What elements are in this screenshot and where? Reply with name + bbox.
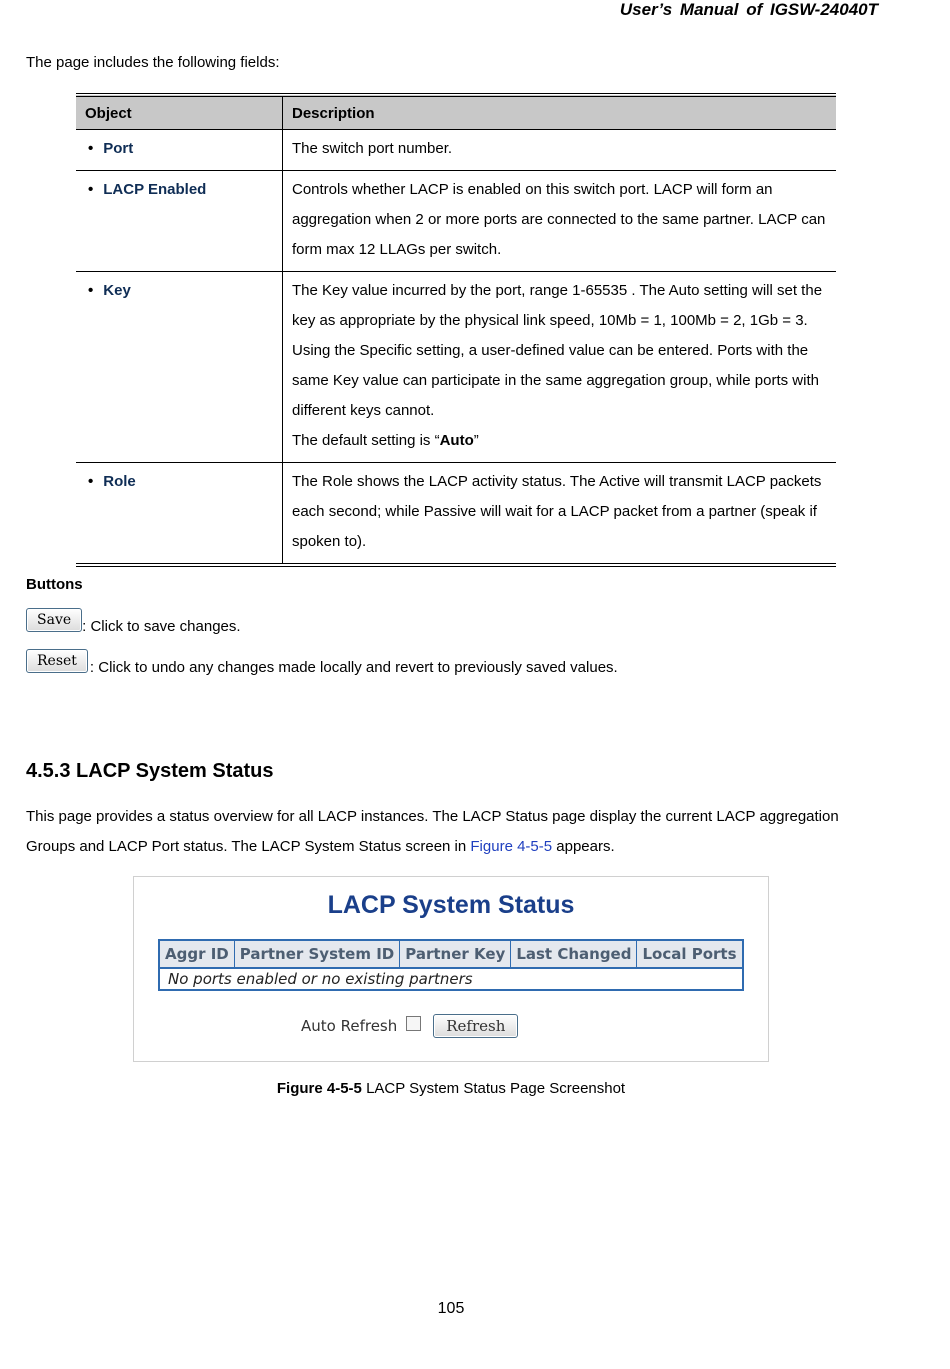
default-setting-line [292,426,830,456]
object-name: Port [103,140,134,157]
description-line: key as appropriate by the physical link speed, 10Mb = 1, 100Mb = 2, 1Gb = 3. [292,312,808,329]
bullet-icon: • [88,282,94,299]
figure-caption-text: LACP System Status Page Screenshot [361,1080,626,1097]
paragraph-line [26,832,896,862]
page-number: 105 [437,1300,465,1317]
save-button-row [26,604,241,635]
column-header-local-ports: Local Ports [637,940,743,968]
description-line: spoken to). [292,533,367,550]
bullet-icon: • [88,140,94,157]
auto-refresh-checkbox[interactable] [406,1016,421,1031]
empty-message: No ports enabled or no existing partners [168,970,473,988]
table-row [76,130,836,171]
object-name: Key [103,282,131,299]
bullet-icon: • [88,473,94,490]
screenshot-title: LACP System Status [327,891,575,919]
reset-button-row [26,645,618,676]
description-cell [283,272,837,463]
refresh-controls [301,1014,518,1038]
section-title: 4.5.3 LACP System Status [26,760,274,782]
description-line: each second; while Passive will wait for a LACP packet from a partner (speak if [292,503,817,520]
description-line: aggregation when 2 or more ports are connected to the same partner. LACP can [292,211,826,228]
description-cell [283,171,837,272]
paragraph-text: appears. [552,838,615,855]
object-name: LACP Enabled [103,181,207,198]
save-description: : Click to save changes. [82,618,241,635]
description-line: The switch port number. [292,140,453,157]
default-prefix: The default setting is “ [292,432,440,449]
fields-header-row [76,95,836,130]
table-row [76,171,836,272]
description-line: Using the Specific setting, a user-defined value can be entered. Ports with the [292,342,809,359]
figure-caption [0,1080,902,1097]
table-row [159,968,743,990]
column-header-aggr-id: Aggr ID [159,940,234,968]
object-cell [76,272,283,463]
description-line: The Role shows the LACP activity status. The Active will transmit LACP packets [292,473,822,490]
save-button[interactable]: Save [26,608,82,632]
object-cell [76,171,283,272]
figure-label: Figure 4-5-5 [276,1080,362,1097]
intro-text: The page includes the following fields: [26,54,280,71]
column-header-object: Object [76,95,283,130]
table-row [76,463,836,566]
buttons-heading: Buttons [26,576,83,593]
figure-link[interactable]: Figure 4-5-5 [470,838,553,855]
lacp-status-table [158,939,744,991]
column-header-last-changed: Last Changed [511,940,637,968]
description-line: Controls whether LACP is enabled on this switch port. LACP will form an [292,181,773,198]
description-line: same Key value can participate in the same aggregation group, while ports with [292,372,819,389]
refresh-button[interactable]: Refresh [433,1014,518,1038]
object-name: Role [103,473,136,490]
lacp-status-screenshot [133,876,769,1062]
paragraph-text: Groups and LACP Port status. The LACP System Status screen in [26,838,471,855]
description-line: form max 12 LLAGs per switch. [292,241,502,258]
paragraph-line: This page provides a status overview for all LACP instances. The LACP Status page display the current LACP aggregation [26,808,839,825]
column-header-description: Description [283,95,837,130]
reset-button[interactable]: Reset [26,649,88,673]
description-line: different keys cannot. [292,402,435,419]
description-line: The Key value incurred by the port, range 1-65535 . The Auto setting will set the [292,282,823,299]
column-header-partner-system-id: Partner System ID [234,940,400,968]
reset-description: : Click to undo any changes made locally and revert to previously saved values. [89,659,618,676]
status-header-row [159,940,743,968]
default-suffix: ” [473,432,479,449]
description-cell [283,463,837,566]
auto-refresh-label: Auto Refresh [301,1017,398,1035]
object-cell [76,463,283,566]
manual-header: User’s Manual of IGSW-24040T [619,0,878,19]
section-paragraph [26,802,896,862]
fields-table [76,93,836,567]
bullet-icon: • [88,181,94,198]
table-row [76,272,836,463]
description-cell [283,130,837,171]
default-value: Auto [439,432,474,449]
object-cell [76,130,283,171]
column-header-partner-key: Partner Key [400,940,511,968]
